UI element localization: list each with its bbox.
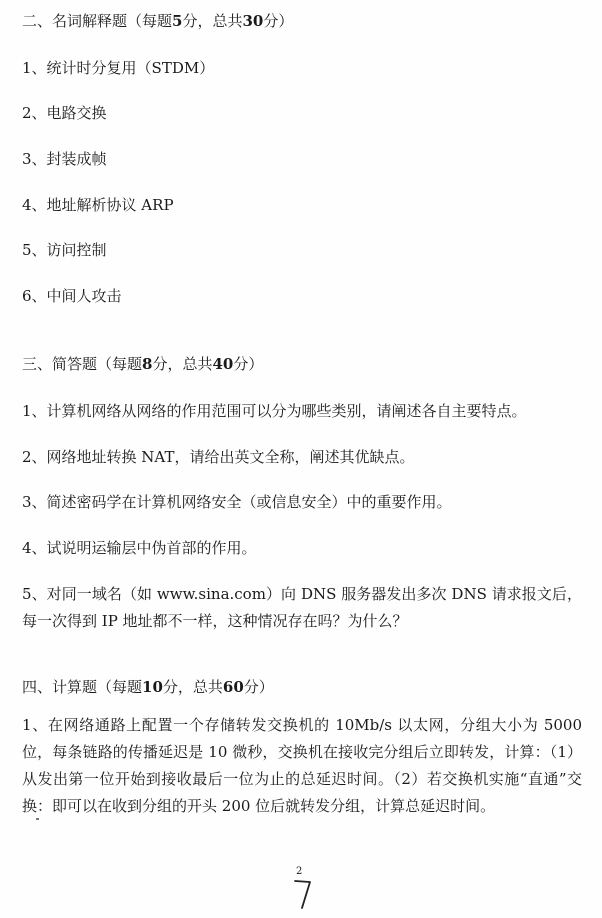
section-2-item-1: 1、统计时分复用（STDM）: [22, 59, 215, 77]
scan-speck: [36, 818, 39, 820]
section-3-item-2: 2、网络地址转换 NAT，请给出英文全称，阐述其优缺点。: [22, 448, 415, 466]
section-2-item-5: 5、访问控制: [22, 241, 107, 259]
section-2-title-suffix: 分）: [263, 12, 294, 30]
section-2-title: [22, 11, 293, 31]
section-4-points-per-question: 10: [142, 678, 163, 696]
section-4-total-points: 60: [222, 678, 244, 696]
section-4-title-suffix: 分）: [243, 678, 274, 696]
section-2-total-points: 30: [242, 12, 264, 30]
section-4-title-middle: 分，总共: [162, 678, 223, 696]
section-3-total-points: 40: [212, 355, 234, 373]
section-3-title-prefix: 三、简答题（每题: [22, 355, 143, 373]
section-2-title-middle: 分，总共: [182, 12, 243, 30]
section-3-item-4: 4、试说明运输层中伪首部的作用。: [22, 539, 257, 557]
section-3-item-1: 1、计算机网络从网络的作用范围可以分为哪些类别，请阐述各自主要特点。: [22, 402, 527, 420]
handwritten-mark: [293, 878, 313, 910]
section-3-item-3: 3、简述密码学在计算机网络安全（或信息安全）中的重要作用。: [22, 493, 452, 511]
page-number: 2: [296, 866, 303, 877]
section-3-title-middle: 分，总共: [152, 355, 213, 373]
section-4-title-prefix: 四、计算题（每题: [22, 678, 143, 696]
section-3-title-suffix: 分）: [233, 355, 264, 373]
section-2-points-per-question: 5: [172, 12, 183, 30]
section-2-item-4: 4、地址解析协议 ARP: [22, 196, 174, 214]
section-4-title: [22, 677, 274, 697]
section-2-item-6: 6、中间人攻击: [22, 287, 122, 305]
section-2-item-3: 3、封装成帧: [22, 150, 107, 168]
section-3-item-5: 5、对同一域名（如 www.sina.com）向 DNS 服务器发出多次 DNS 请求报文后，每一次得到 IP 地址都不一样，这种情况存在吗？为什么？: [22, 585, 582, 630]
section-3-points-per-question: 8: [142, 355, 153, 373]
section-3-title: [22, 354, 263, 374]
section-4-item-1: 1、在网络通路上配置一个存储转发交换机的 10Mb/s 以太网，分组大小为 5000 位，每条链路的传播延迟是 10 微秒，交换机在接收完分组后立即转发，计算：（1）从发出第一位开始到接收最后一位为止的总延迟时间。（2）若交换机实施“直通”交换：即可以在收到分组的开头 200 位后就转发分组，计算总延迟时间。: [22, 716, 582, 815]
section-2-item-2: 2、电路交换: [22, 104, 107, 122]
section-2-title-prefix: 二、名词解释题（每题: [22, 12, 173, 30]
